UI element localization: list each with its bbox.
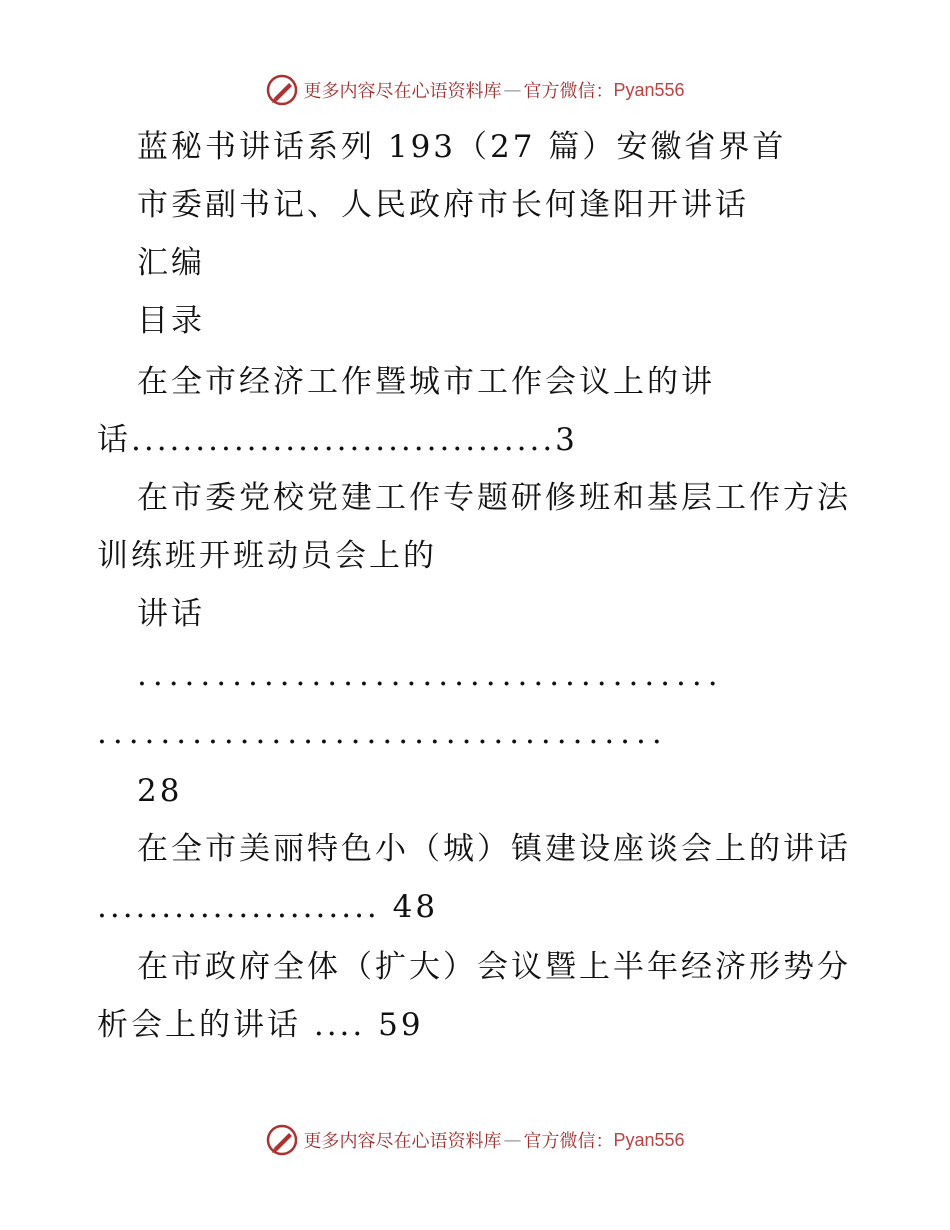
toc-entry-2-dots-2: ....................................	[97, 715, 668, 751]
doc-title-line-1: 蓝秘书讲话系列 193（27 篇）安徽省界首	[137, 129, 787, 165]
pen-logo-icon	[265, 73, 299, 107]
watermark-banner-bottom	[0, 1120, 950, 1160]
toc-entry-2-line-2: 训练班开班动员会上的	[97, 538, 437, 574]
toc-entry-2-dots-1: .....................................	[137, 657, 724, 693]
doc-title-line-2: 市委副书记、人民政府市长何逢阳开讲话	[137, 187, 749, 223]
toc-entry-2-line-3: 讲话	[137, 596, 205, 632]
banner-text: 更多内容尽在心语资料库	[303, 1131, 502, 1152]
toc-heading: 目录	[137, 303, 205, 339]
banner-label: 官方微信：	[523, 1131, 614, 1152]
doc-title-line-3: 汇编	[137, 245, 205, 281]
toc-entry-3-line-1: 在全市美丽特色小（城）镇建设座谈会上的讲话	[137, 831, 851, 867]
toc-entry-2-page: 28	[137, 773, 183, 809]
banner-label: 官方微信：	[523, 81, 614, 102]
toc-entry-3-line-2: ...................... 48	[97, 889, 439, 925]
toc-entry-4-line-2: 析会上的讲话 .... 59	[97, 1007, 424, 1043]
toc-entry-4-line-1: 在市政府全体（扩大）会议暨上半年经济形势分	[137, 949, 851, 985]
toc-entry-2-line-1: 在市委党校党建工作专题研修班和基层工作方法	[137, 480, 851, 516]
banner-text: 更多内容尽在心语资料库	[303, 81, 502, 102]
banner-separator: —	[503, 79, 522, 101]
banner-handle: Pyan556	[613, 1129, 685, 1150]
banner-handle: Pyan556	[613, 79, 685, 100]
toc-entry-1-line-2: 话.................................3	[97, 422, 578, 458]
banner-separator: —	[503, 1129, 522, 1151]
toc-entry-1-line-1: 在全市经济工作暨城市工作会议上的讲	[137, 364, 715, 400]
watermark-banner-top	[0, 70, 950, 110]
pen-logo-icon	[265, 1123, 299, 1157]
